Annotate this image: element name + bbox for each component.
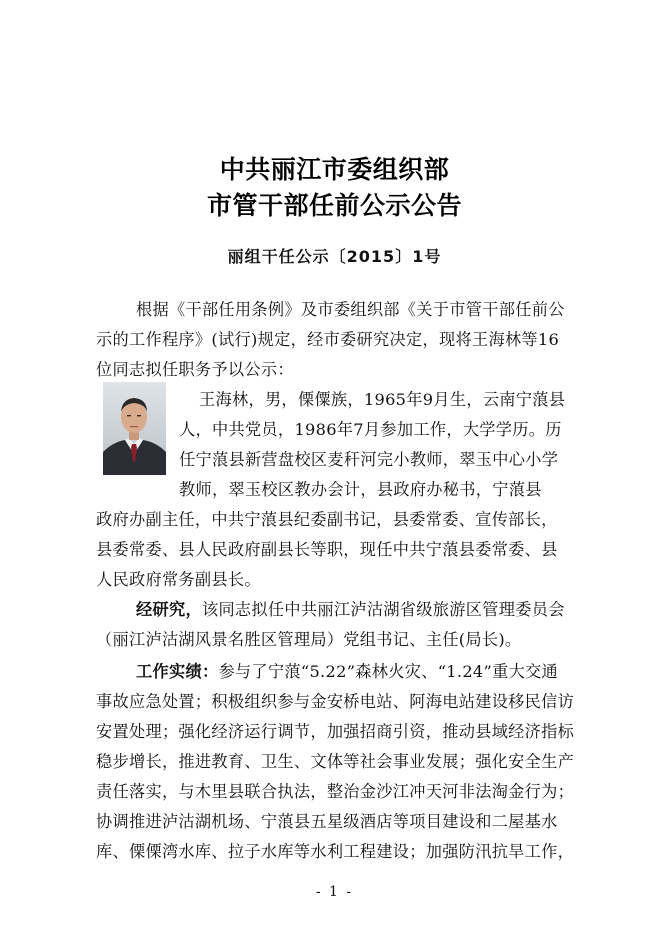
achievements-line-7: 库、傈傈湾水库、拉子水库等水利工程建设；加强防汛抗旱工作，: [96, 842, 575, 861]
intro-line-3: 位同志拟任职务予以公示：: [96, 360, 294, 379]
achievements-line-6: 协调推进泸沽湖机场、宁蒗县五星级酒店等项目建设和二屋基水: [96, 812, 558, 831]
bio-line-3: 任宁蒗县新营盘校区麦秆河完小教师，翠玉中心小学: [179, 450, 559, 469]
achievements-label: 工作实绩：: [136, 662, 219, 681]
achievements-line-1: [136, 662, 558, 682]
bio-line-7: 人民政府常务副县长。: [96, 570, 261, 589]
intro-line-2: 示的工作程序》(试行)规定，经市委研究决定，现将王海林等16: [96, 330, 560, 349]
achievements-line-3: 安置处理；强化经济运行调节，加强招商引资，推动县域经济指标: [96, 722, 575, 741]
bio-line-5: 政府办副主任，中共宁蒗县纪委副书记，县委常委、宣传部长，: [96, 510, 558, 529]
page-number: - 1 -: [315, 884, 354, 900]
achievements-line-2: 事故应急处置；积极组织参与金安桥电站、阿海电站建设移民信访: [96, 692, 575, 711]
bio-line-2: 人，中共党员，1986年7月参加工作，大学学历。历: [179, 420, 562, 439]
research-text-1: 该同志拟任中共丽江泸沽湖省级旅游区管理委员会: [201, 600, 565, 619]
document-title-line1: 中共丽江市委组织部: [219, 155, 450, 184]
bio-line-6: 县委常委、县人民政府副县长等职，现任中共宁蒗县委常委、县: [96, 540, 558, 559]
bio-line-1: 王海林，男，傈僳族，1965年9月生，云南宁蒗县: [199, 390, 566, 409]
document-number: 丽组干任公示〔2015〕1号: [227, 247, 442, 266]
achievements-text-1: 参与了宁蒗“5.22”森林火灾、“1.24”重大交通: [218, 662, 559, 681]
research-line-1: [136, 600, 565, 620]
bio-line-4: 教师，翠玉校区教办会计，县政府办秘书，宁蒗县: [179, 480, 542, 499]
achievements-line-5: 责任落实，与木里县联合执法，整治金沙江冲天河非法淘金行为；: [96, 782, 575, 801]
achievements-line-4: 稳步增长，推进教育、卫生、文体等社会事业发展；强化安全生产: [96, 752, 575, 771]
candidate-portrait-photo: [103, 382, 166, 475]
research-label: 经研究，: [136, 600, 202, 619]
intro-line-1: 根据《干部任用条例》及市委组织部《关于市管干部任前公: [136, 300, 565, 319]
document-title-line2: 市管干部任前公示公告: [206, 191, 462, 220]
research-line-2: （丽江泸沽湖风景名胜区管理局）党组书记、主任(局长)。: [96, 630, 522, 649]
